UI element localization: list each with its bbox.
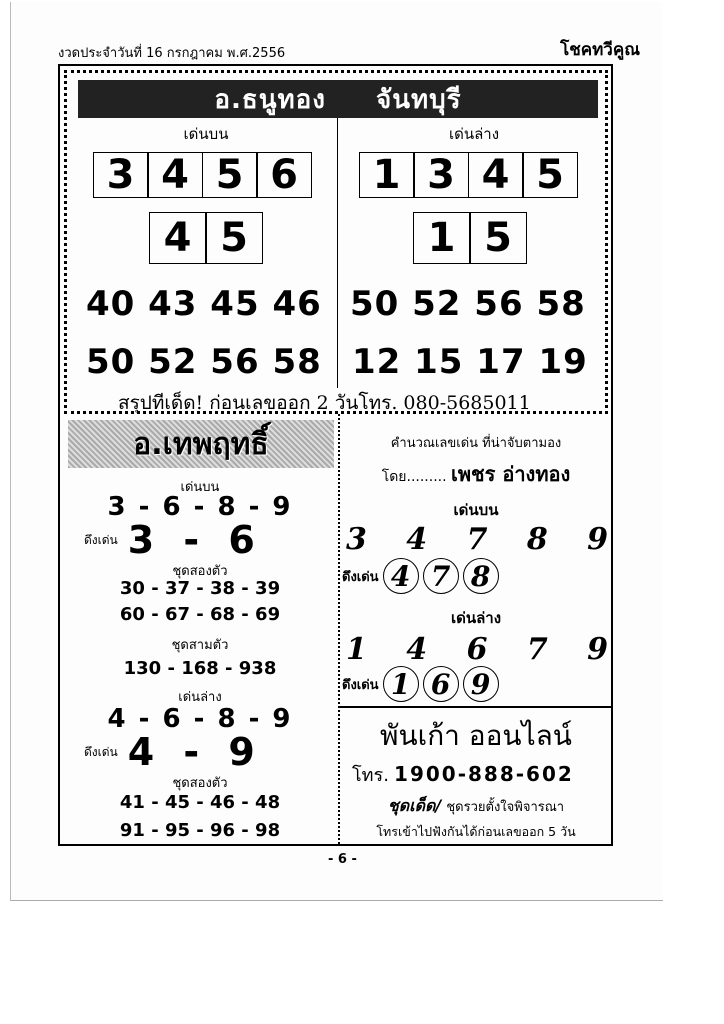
contact-line: สรุปทีเด็ด! ก่อนเลขออก 2 วันโทร. 080-5685011: [118, 392, 531, 414]
digit-box: 6: [256, 152, 312, 198]
digit-box: 1: [359, 152, 415, 198]
circled-digit: 8: [463, 558, 499, 594]
digit: 7: [526, 632, 548, 667]
digit: 9: [587, 522, 608, 557]
upper-label: เด่นบน: [180, 480, 220, 495]
digit: 9: [587, 632, 608, 667]
upper-sequence: 3 - 6 - 8 - 9: [107, 492, 293, 522]
upper-ding-row: [342, 558, 499, 594]
lower-ding-value: 4 - 9: [127, 730, 263, 774]
lower-two-digit-2: 91 - 95 - 96 - 98: [119, 820, 281, 841]
circled-digit: 6: [423, 666, 459, 702]
digit-box: 4: [468, 152, 524, 198]
ding-label: ดึงเด่น: [342, 569, 379, 585]
tag-bold: ชุดเด็ด/: [387, 796, 442, 815]
lower-label: เด่นล่าง: [178, 690, 222, 705]
lower-label: เด่นล่าง: [448, 125, 500, 143]
upper-row-2: 50 52 56 58: [86, 342, 322, 382]
digit-box: 3: [93, 152, 149, 198]
lower-digits: [360, 152, 578, 198]
brand-name: โชคทวีคูณ: [560, 40, 640, 60]
ding-label: ดึงเด่น: [84, 532, 118, 547]
lower-sequence: 4 - 6 - 8 - 9: [107, 704, 293, 734]
digit-box: 4: [147, 152, 203, 198]
author-name: เพชร อ่างทอง: [451, 462, 571, 486]
title-province: จันทบุรี: [375, 84, 462, 115]
lower-digits: [346, 632, 608, 667]
digit-box: 1: [413, 212, 471, 264]
lower-label: เด่นล่าง: [450, 609, 502, 627]
digit-box: 3: [413, 152, 469, 198]
digit: 4: [406, 522, 428, 557]
byline: [340, 458, 612, 490]
digit: 6: [466, 632, 488, 667]
lower-row-2: 12 15 17 19: [352, 342, 588, 382]
ding-label: ดึงเด่น: [342, 677, 379, 693]
three-digit-set: 130 - 168 - 938: [123, 658, 277, 679]
upper-row-1: 40 43 45 46: [86, 284, 322, 324]
title-bar: [78, 80, 598, 118]
lower-pair: [414, 212, 527, 264]
lower-ding-row: [84, 730, 263, 774]
teacher-banner: [68, 420, 334, 468]
lower-ding-row: [342, 666, 499, 702]
ad-phone-row: [352, 760, 574, 789]
two-digit-label: ชุดสองตัว: [172, 564, 228, 579]
ad-note: โทรเข้าไปฟังกันได้ก่อนเลขออก 5 วัน: [376, 824, 576, 839]
upper-pair: [150, 212, 263, 264]
upper-digits: [346, 522, 608, 557]
upper-two-digit-1: 30 - 37 - 38 - 39: [119, 578, 281, 599]
digit-box: 5: [522, 152, 578, 198]
upper-ding-row: [84, 518, 263, 562]
digit: 3: [346, 522, 367, 557]
upper-label: เด่นบน: [453, 501, 499, 519]
ad-box: [340, 706, 612, 848]
circled-digit: 4: [383, 558, 419, 594]
circled-digit: 9: [463, 666, 499, 702]
upper-digits: [94, 152, 312, 198]
ad-name: พันเก้า ออนไลน์: [380, 719, 572, 752]
tag-rest: ชุดรวยตั้งใจพิจารณา: [446, 800, 565, 815]
upper-ding-value: 3 - 6: [127, 518, 263, 562]
digit-box: 5: [469, 212, 527, 264]
upper-two-digit-2: 60 - 67 - 68 - 69: [119, 604, 281, 625]
phone-prefix: โทร.: [352, 765, 389, 786]
column-divider: [337, 118, 338, 388]
digit: 7: [466, 522, 488, 557]
ding-label: ดึงเด่น: [84, 744, 118, 759]
calc-title: คำนวณเลขเด่น ที่น่าจับตามอง: [390, 436, 562, 451]
circled-digit: 1: [383, 666, 419, 702]
by-prefix: โดย.........: [381, 469, 447, 485]
upper-label: เด่นบน: [183, 125, 229, 143]
digit-box: 4: [149, 212, 207, 264]
teacher-name: อ.เทพฤทธิ์: [133, 426, 269, 462]
three-digit-label: ชุดสามตัว: [171, 638, 229, 653]
digit: 4: [406, 632, 428, 667]
ad-phone: 1900-888-602: [394, 762, 574, 786]
left-panel: [64, 420, 336, 844]
lower-row-1: 50 52 56 58: [350, 284, 586, 324]
digit: 1: [346, 632, 367, 667]
two-digit-label: ชุดสองตัว: [172, 776, 228, 791]
digit-box: 5: [205, 212, 263, 264]
title-teacher: อ.ธนูทอง: [214, 84, 326, 115]
circled-digit: 7: [423, 558, 459, 594]
lower-two-digit-1: 41 - 45 - 46 - 48: [119, 792, 281, 813]
issue-date: งวดประจำวันที่ 16 กรกฎาคม พ.ศ.2556: [58, 46, 286, 61]
page-number: - 6 -: [328, 852, 357, 867]
ad-tagline: [340, 794, 612, 819]
digit: 8: [526, 522, 548, 557]
digit-box: 5: [202, 152, 258, 198]
